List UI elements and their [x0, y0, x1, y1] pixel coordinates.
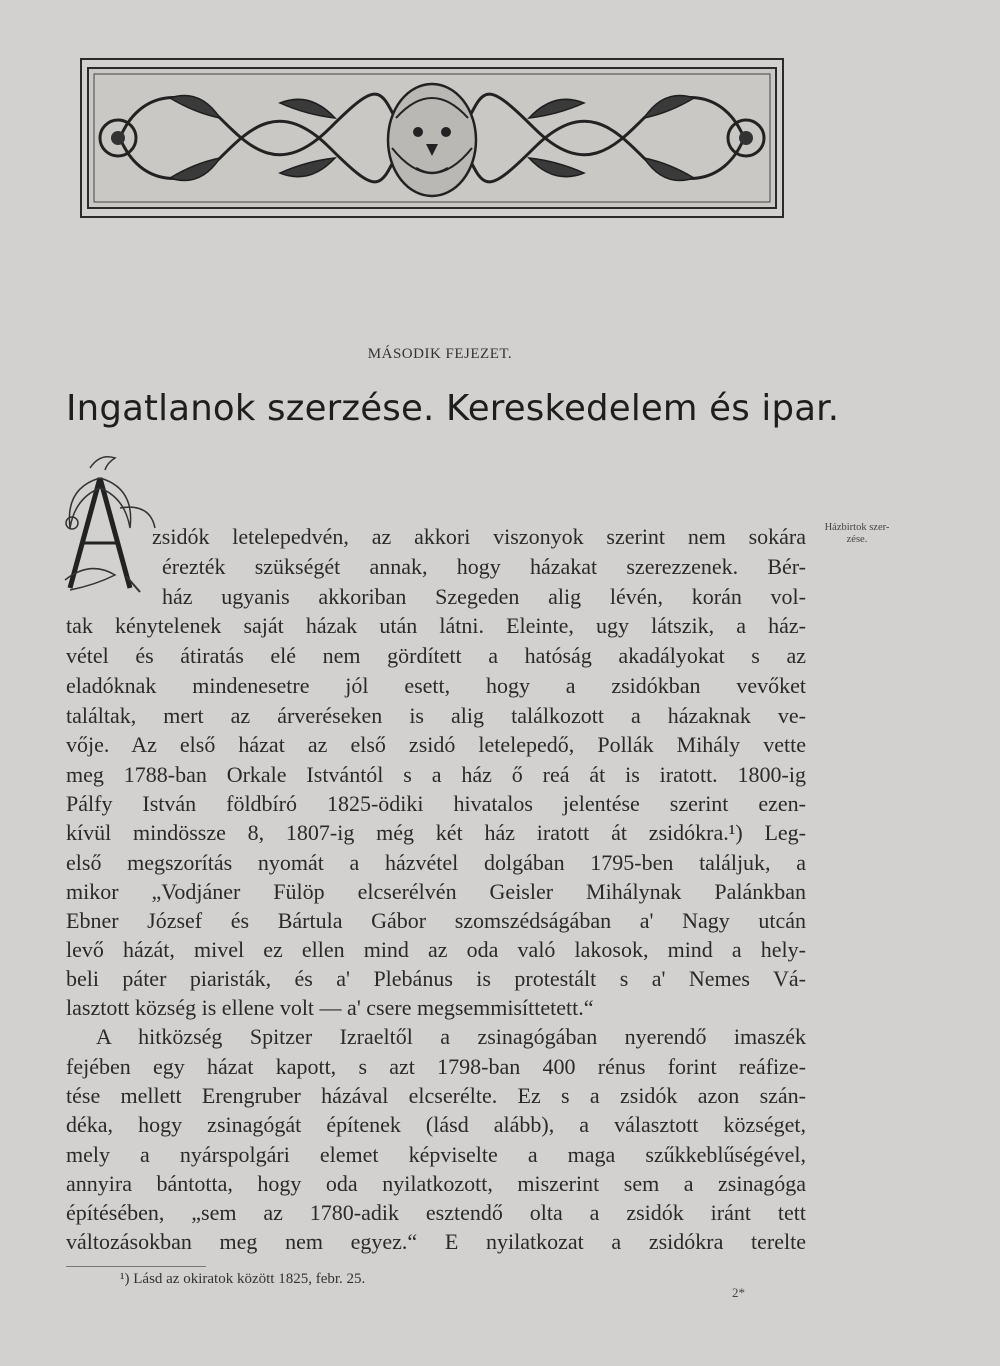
decorated-initial-a-icon: [60, 448, 162, 600]
chapter-heading: MÁSODIK FEJEZET.: [367, 346, 513, 362]
text-line: érezték szükségét annak, hogy házakat szerezzenek. Bér-: [162, 554, 806, 579]
margin-note: Házbirtok szer-zése.: [824, 522, 890, 545]
text-line: építésében, „sem az 1780-adik esztendő olta a zsidók iránt tett: [66, 1200, 806, 1225]
text-line: kívül mindössze 8, 1807-ig még két ház iratott át zsidókra.¹) Leg-: [66, 820, 806, 845]
text-line: találtak, mert az árveréseken is alig találkozott a házaknak ve-: [66, 703, 806, 728]
text-line: meg 1788-ban Orkale Istvántól s a ház ő reá át is iratott. 1800-ig: [66, 762, 806, 787]
text-line: vője. Az első házat az első zsidó letelepedő, Pollák Mihály vette: [66, 732, 806, 757]
text-line: tése mellett Erengruber házával elcserélte. Ez s a zsidók azon szán-: [66, 1083, 806, 1108]
text-line: levő házát, mivel ez ellen mind az oda való lakosok, mind a hely-: [66, 937, 806, 962]
text-line: eladóknak mindenesetre jól esett, hogy a zsidókban vevőket: [66, 673, 806, 698]
text-line: zsidók letelepedvén, az akkori viszonyok szerint nem sokára: [152, 524, 806, 549]
text-line: Ebner József és Bártula Gábor szomszédságában a' Nagy utcán: [66, 908, 806, 933]
lion-mask-icon: [388, 84, 476, 196]
text-line: fejében egy házat kapott, s azt 1798-ban 400 rénus forint reáfize-: [66, 1054, 806, 1079]
text-line: tak kénytelenek saját házak után látni. Eleinte, ugy látszik, a ház-: [66, 613, 806, 638]
text-line: A hitközség Spitzer Izraeltől a zsinagógában nyerendő imaszék: [96, 1024, 806, 1049]
ornamental-header-band: [80, 58, 784, 218]
text-line: változásokban meg nem egyez.“ E nyilatkozat a zsidókra terelte: [66, 1229, 806, 1254]
text-line: annyira bántotta, hogy oda nyilatkozott, miszerint sem a zsinagóga: [66, 1171, 806, 1196]
text-line: ház ugyanis akkoriban Szegeden alig lévén, korán vol-: [162, 584, 806, 609]
signature-mark: 2*: [732, 1285, 745, 1300]
footnote-divider: [66, 1266, 206, 1267]
text-line: lasztott község is ellene volt — a' csere megsemmisíttetett.“: [66, 995, 594, 1020]
text-line: beli páter piaristák, és a' Plebánus is protestált s a' Nemes Vá-: [66, 966, 806, 991]
text-line: mely a nyárspolgári elemet képviselte a maga szűkkeblűségével,: [66, 1142, 806, 1167]
footnote: ¹) Lásd az okiratok között 1825, febr. 25.: [120, 1271, 366, 1287]
text-line: Pálfy István földbíró 1825-ödiki hivatalos jelentése szerint ezen-: [66, 791, 806, 816]
text-line: vétel és átiratás elé nem gördített a hatóság akadályokat s az: [66, 643, 806, 668]
chapter-title: Ingatlanok szerzése. Kereskedelem és ipar.: [66, 388, 840, 429]
text-line: déka, hogy zsinagógát építenek (lásd alább), a választott községet,: [66, 1112, 806, 1137]
text-line: első megszorítás nyomát a házvétel dolgában 1795-ben találjuk, a: [66, 850, 806, 875]
text-line: mikor „Vodjáner Fülöp elcserélvén Geisler Mihálynak Palánkban: [66, 879, 806, 904]
